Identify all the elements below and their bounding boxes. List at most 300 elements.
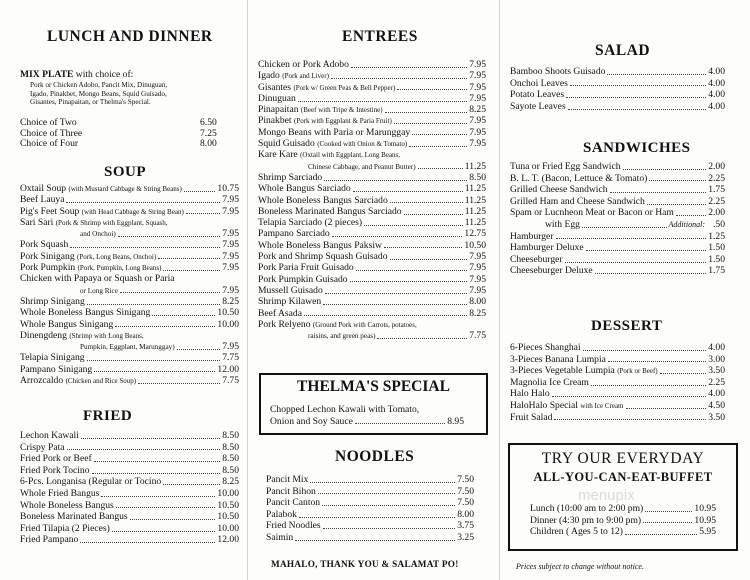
item-price: 7.95 (222, 194, 239, 206)
menu-item (510, 342, 725, 354)
item-name (510, 365, 658, 377)
item-price: 7.95 (222, 205, 239, 217)
item-name-text: Whole Boneless Bangus Sarciado (258, 194, 388, 206)
item-name-text: 6-Pcs. Longanisa (Regular or Tocino (20, 476, 162, 488)
item-price: 7.75 (222, 375, 239, 387)
leader-dots (552, 395, 707, 397)
item-name (20, 430, 79, 441)
leader-dots (377, 337, 467, 339)
item-price: 4.00 (708, 342, 725, 353)
item-name-text: Spam or Lucnheon Meat or Bacon or Ham (510, 207, 674, 219)
buffet-list (530, 503, 716, 538)
item-price: 10.50 (217, 511, 239, 523)
leader-dots (626, 407, 707, 409)
item-price: 3.50 (708, 411, 725, 423)
mix-plate-heading: MIX PLATE (20, 69, 74, 80)
leader-dots (299, 516, 455, 518)
mix-plate-choices (20, 118, 220, 150)
item-name (266, 486, 316, 497)
mix-plate-options (30, 81, 230, 107)
item-name-text: Whole Boneless Bangus (20, 499, 114, 511)
item-price: 8.00 (457, 508, 474, 520)
noodles-list (266, 474, 474, 544)
item-price: 1.75 (708, 265, 725, 277)
item-name (510, 66, 605, 77)
leader-dots (418, 167, 463, 169)
item-name (258, 127, 410, 138)
item-name-text: 3-Pieces Vegetable Lumpia (510, 365, 615, 377)
menu-item (20, 251, 239, 262)
item-name (20, 262, 161, 273)
item-note: (Pork, Long Beans, Onchoi) (77, 252, 157, 261)
item-name-text: Pampano Sarciado (258, 228, 330, 240)
leader-dots (649, 179, 706, 181)
noodles-title: NOODLES (335, 448, 415, 465)
item-sub: or Long Rice (80, 286, 118, 295)
item-name (266, 509, 297, 520)
menu-item (258, 195, 486, 206)
item-name-text: Telapia Sinigang (20, 352, 85, 364)
fried-list (20, 430, 239, 546)
leader-dots (163, 269, 220, 271)
leader-dots (177, 348, 221, 350)
item-name (20, 534, 78, 545)
menupix-watermark: menupix (578, 487, 635, 504)
item-price: 7.50 (457, 485, 474, 497)
item-name (20, 307, 150, 318)
item-name-text: Pork Squash (20, 239, 69, 251)
item-note: (Chicken and Rice Soup) (65, 377, 137, 386)
menu-item (510, 78, 725, 90)
leader-dots (298, 100, 467, 102)
item-name-text: Pig's Feet Soup (20, 205, 80, 217)
item-name (258, 59, 349, 70)
item-name (510, 101, 566, 112)
item-price: 12.00 (217, 534, 239, 546)
item-price: 12.00 (217, 363, 239, 375)
item-name (258, 172, 322, 183)
item-name-text: Beef Lauya (20, 194, 65, 206)
item-sub: Pumpkin, Eggplant, Marunggay) (80, 343, 175, 352)
item-name-text: Fried Pampano (20, 534, 79, 546)
menu-item (258, 251, 486, 262)
item-name-text: Pork and Shrimp Squash Guisado (258, 251, 388, 263)
item-price: 8.25 (469, 307, 486, 319)
leader-dots (583, 349, 707, 351)
item-name (510, 219, 580, 230)
menu-item (258, 59, 486, 70)
mix-plate-option-line: Pork or Chicken Adobo, Pancit Mix, Dinuguan, (30, 81, 168, 89)
item-name-text: Oxtail Soup (20, 183, 67, 194)
item-name (20, 217, 168, 228)
item-extra: Additional: (668, 219, 705, 229)
leader-dots (331, 77, 467, 79)
leader-dots (324, 179, 467, 181)
choice-name: Choice of Three (20, 128, 83, 139)
menu-item (510, 242, 725, 254)
leader-dots (186, 212, 220, 214)
item-name-text: Igado (258, 70, 280, 82)
thelma-special-price: 8.95 (447, 416, 464, 427)
menu-item (258, 149, 486, 160)
item-note: (Cooked with Onion & Tomato) (317, 140, 408, 149)
menu-item (20, 319, 239, 330)
item-price: 3.50 (708, 365, 725, 377)
item-note: (Beef with Tripe & Intestine) (300, 106, 383, 115)
menu-item (266, 509, 474, 521)
item-name-text: Whole Fried Bangus (20, 487, 100, 499)
menu-item-cont (20, 341, 239, 352)
thelma-special-desc: Onion and Soy Sauce (270, 416, 353, 427)
item-price: 10.00 (217, 318, 239, 330)
item-price: 7.95 (222, 341, 239, 353)
item-price: 11.25 (464, 205, 486, 217)
item-price: 7.95 (469, 59, 486, 70)
item-name-text: Onchoi Leaves (510, 77, 568, 89)
leader-dots (565, 261, 707, 263)
choice-price: 7.25 (200, 128, 217, 139)
leader-dots (118, 235, 220, 237)
menu-item (258, 296, 486, 307)
item-name (510, 184, 608, 195)
choice-row (20, 118, 220, 129)
item-name (510, 173, 647, 184)
fold-line (247, 0, 248, 580)
leader-dots (163, 483, 220, 485)
item-name (266, 532, 293, 543)
item-name (258, 262, 354, 273)
leader-dots (586, 249, 707, 251)
item-name (258, 82, 395, 93)
item-price: 8.25 (469, 104, 486, 116)
price-notice: Prices subject to change without notice. (516, 562, 644, 571)
leader-dots (568, 108, 707, 110)
item-note: (Pork and Liver) (282, 72, 329, 81)
menu-item (258, 115, 486, 126)
menu-item (258, 240, 486, 251)
item-name-text: Whole Boneless Bangus Paksiw (258, 239, 382, 251)
item-name (258, 296, 321, 307)
item-name-text: Whole Bangus Sarciado (258, 183, 351, 195)
item-price: 4.00 (708, 100, 725, 112)
leader-dots (647, 203, 706, 205)
item-price: 7.75 (469, 330, 486, 342)
item-price: 7.75 (222, 352, 239, 364)
menu-item (530, 515, 716, 527)
menu-item (20, 430, 239, 442)
item-name (20, 500, 114, 511)
menu-item (510, 207, 725, 219)
item-name (20, 476, 161, 487)
item-name-text: Fruit Salad (510, 411, 553, 423)
thelma-special-title: THELMA'S SPECIAL (297, 378, 450, 395)
item-note: (Ground Pork with Carrots, potatoes, (312, 320, 417, 329)
thelma-special-line1: Chopped Lechon Kawali with Tomato, (270, 404, 420, 415)
item-price: 10.50 (464, 239, 486, 251)
item-name-text: Beef Asada (258, 307, 302, 319)
leader-dots (120, 291, 220, 293)
item-name (20, 465, 90, 476)
item-name-text: Mongo Beans with Paria or Marunggay (258, 126, 411, 138)
item-sub: and Onchoi) (80, 230, 116, 239)
item-name-text: Squid Guisado (258, 138, 315, 150)
item-name-text: Pork Sinigang (20, 250, 75, 262)
menu-item (20, 262, 239, 273)
item-name-text: Pork Pumpkin Guisado (258, 273, 348, 285)
menu-item (510, 377, 725, 389)
menu-item (20, 523, 239, 535)
menu-item (510, 412, 725, 424)
menu-item (20, 194, 239, 205)
leader-dots (70, 246, 220, 248)
leader-dots (570, 84, 706, 86)
item-note: with Ice Cream (580, 401, 624, 410)
item-name-text: 6-Pieces Shanghai (510, 342, 581, 353)
leader-dots (385, 111, 468, 113)
item-price: 10.75 (217, 183, 239, 194)
item-name-text: Palabok (266, 508, 297, 520)
item-name (510, 207, 674, 218)
item-price: 1.50 (708, 253, 725, 265)
item-price: 4.00 (708, 66, 725, 77)
leader-dots (67, 448, 221, 450)
item-sub: Chinese Cabbage, and Peanut Butter) (308, 162, 416, 171)
item-name (20, 194, 64, 205)
item-name-text: Lunch (10:00 am to 2:00 pm) (530, 503, 644, 514)
menu-item (530, 503, 716, 515)
leader-dots (610, 191, 707, 193)
fried-title: FRIED (83, 408, 133, 424)
item-price: 7.95 (469, 81, 486, 93)
item-name-text: Pampano Sinigang (20, 363, 93, 375)
item-name (510, 231, 554, 242)
menu-item (20, 352, 239, 363)
leader-dots (323, 527, 456, 529)
leader-dots (394, 122, 467, 124)
item-note: (Shrimp with Long Beans, (69, 331, 144, 340)
item-name (258, 308, 302, 319)
menu-item (258, 228, 486, 239)
menu-item (20, 273, 239, 284)
item-name (258, 206, 402, 217)
item-price: 11.25 (464, 217, 486, 229)
item-price: 10.95 (694, 514, 716, 526)
item-name-text: Saimin (266, 531, 294, 543)
buffet-box (508, 443, 738, 551)
item-name-text: Cheeseburger Deluxe (510, 265, 593, 277)
item-name-text: Crispy Pata (20, 441, 65, 453)
choice-name: Choice of Four (20, 139, 79, 149)
item-name-text: with Egg (545, 218, 580, 230)
item-name (266, 474, 308, 485)
item-price: 8.50 (222, 441, 239, 453)
leader-dots (130, 518, 216, 520)
choice-row (20, 139, 220, 150)
item-name (258, 274, 348, 285)
leader-dots (116, 506, 216, 508)
item-price: 7.95 (469, 262, 486, 274)
item-price: .50 (713, 218, 725, 230)
menu-item (20, 307, 239, 318)
menu-item (266, 486, 474, 498)
leader-dots (645, 510, 692, 512)
leader-dots (595, 272, 707, 274)
menu-item-cont (20, 228, 239, 239)
menu-item (510, 184, 725, 196)
item-name-text: Tuna or Fried Egg Sandwich (510, 161, 621, 172)
leader-dots (623, 168, 707, 170)
item-name (510, 412, 552, 423)
item-name (20, 273, 175, 284)
menu-item (20, 183, 239, 194)
item-price: 4.50 (708, 399, 725, 411)
item-name-text: Whole Bangus Sinigang (20, 318, 114, 330)
item-note: (Pork & Shrimp with Eggplant, Squash, (55, 218, 168, 227)
item-name (20, 239, 68, 250)
item-name-text: Hamburger (510, 230, 554, 242)
item-name (510, 161, 621, 172)
item-name-text: Pork Paria Fruit Guisado (258, 262, 354, 274)
menu-item (510, 89, 725, 101)
item-price: 8.25 (222, 295, 239, 307)
item-name-text: Shrimp Sarciado (258, 171, 323, 183)
item-name (20, 319, 113, 330)
item-price: 7.95 (222, 228, 239, 240)
leader-dots (660, 372, 707, 374)
item-name (258, 70, 329, 81)
lunch-dinner-title: LUNCH AND DINNER (47, 28, 213, 45)
item-price: 11.25 (464, 194, 486, 206)
item-name (530, 503, 643, 514)
leader-dots (390, 201, 463, 203)
item-price: 8.50 (469, 171, 486, 183)
menu-item (510, 354, 725, 366)
leader-dots (554, 418, 706, 420)
item-name-text: Boneless Marinated Bangus Sarciado (258, 205, 402, 217)
item-name (20, 453, 92, 464)
item-name-text: Halo Halo (510, 388, 550, 400)
item-name (20, 251, 156, 262)
item-price: 3.75 (457, 520, 474, 532)
leader-dots (184, 190, 216, 192)
menu-item (258, 172, 486, 183)
item-name-text: Pancit Mix (266, 474, 309, 485)
item-name-text: Dinengdeng (20, 329, 67, 341)
menu-item (258, 138, 486, 149)
item-note: (Pork or Beef) (617, 367, 658, 376)
leader-dots (625, 533, 697, 535)
item-price: 7.95 (222, 262, 239, 274)
item-name (258, 319, 417, 330)
item-price: 10.00 (217, 522, 239, 534)
item-name (258, 285, 323, 296)
menu-item (20, 500, 239, 512)
leader-dots (364, 224, 463, 226)
menu-item (20, 330, 239, 341)
menu-item (510, 219, 725, 231)
thelma-special-box (259, 373, 488, 435)
item-price: 5.95 (699, 526, 716, 538)
leader-dots (87, 303, 220, 305)
menu-item (510, 66, 725, 78)
menu-item (258, 319, 486, 330)
leader-dots (323, 303, 467, 305)
soup-list (20, 183, 239, 386)
menu-item (20, 534, 239, 546)
leader-dots (138, 382, 220, 384)
item-name (258, 138, 407, 149)
leader-dots (390, 258, 468, 260)
item-name-text: Dinner (4:30 pm to 9:00 pm) (530, 514, 642, 526)
item-name-text: Grilled Ham and Cheese Sandwich (510, 195, 645, 207)
item-name-text: Children ( Ages 5 to 12) (530, 526, 623, 538)
item-name (258, 93, 296, 104)
item-price: 2.25 (708, 195, 725, 207)
leader-dots (350, 280, 468, 282)
entrees-list (258, 59, 486, 341)
item-name-text: Pancit Bihon (266, 485, 316, 497)
menu-item (258, 285, 486, 296)
item-name-text: Potato Leaves (510, 89, 565, 101)
item-name (510, 265, 593, 276)
item-name-text: HaloHalo Special (510, 399, 578, 411)
item-price: 2.00 (708, 161, 725, 172)
menu-item (266, 474, 474, 486)
menu-item (258, 183, 486, 194)
menu-item (20, 488, 239, 500)
item-price: 7.50 (457, 474, 474, 485)
item-price: 10.50 (217, 307, 239, 319)
menu-item (258, 70, 486, 81)
menu-item-cont (258, 161, 486, 172)
leader-dots (325, 292, 467, 294)
item-name-text: Whole Boneless Bangus Sinigang (20, 307, 151, 319)
item-name-text: Kare Kare (258, 149, 298, 161)
buffet-line2: ALL-YOU-CAN-EAT-BUFFET (533, 470, 713, 484)
item-price: 7.95 (469, 284, 486, 296)
leader-dots (607, 73, 706, 75)
menu-item (510, 400, 725, 412)
leader-dots (66, 201, 220, 203)
item-name (258, 183, 351, 194)
leader-dots (94, 370, 215, 372)
item-name (510, 78, 568, 89)
item-price: 7.95 (469, 115, 486, 127)
item-name (258, 240, 382, 251)
leader-dots (322, 504, 455, 506)
item-name-text: Magnolia Ice Cream (510, 376, 589, 388)
choice-price: 8.00 (200, 139, 217, 149)
item-name (510, 400, 624, 412)
menu-item (510, 173, 725, 185)
item-name-text: Pancit Canton (266, 497, 321, 509)
menu-item (510, 388, 725, 400)
leader-dots (353, 190, 463, 192)
item-name (20, 183, 182, 194)
choice-name: Choice of Two (20, 118, 77, 128)
item-name (20, 442, 65, 453)
leader-dots (608, 360, 706, 362)
item-name (20, 523, 110, 534)
item-note: (Oxtail with Eggplant, Long Beans, (300, 151, 401, 160)
item-name-text: Chicken with Papaya or Squash or Paria (20, 273, 175, 285)
thelma-special-line2 (270, 416, 464, 427)
leader-dots (582, 226, 667, 228)
salad-title: SALAD (595, 42, 651, 59)
item-name-text: Fried Noodles (266, 520, 321, 532)
item-name (258, 115, 392, 126)
menu-item (20, 453, 239, 465)
